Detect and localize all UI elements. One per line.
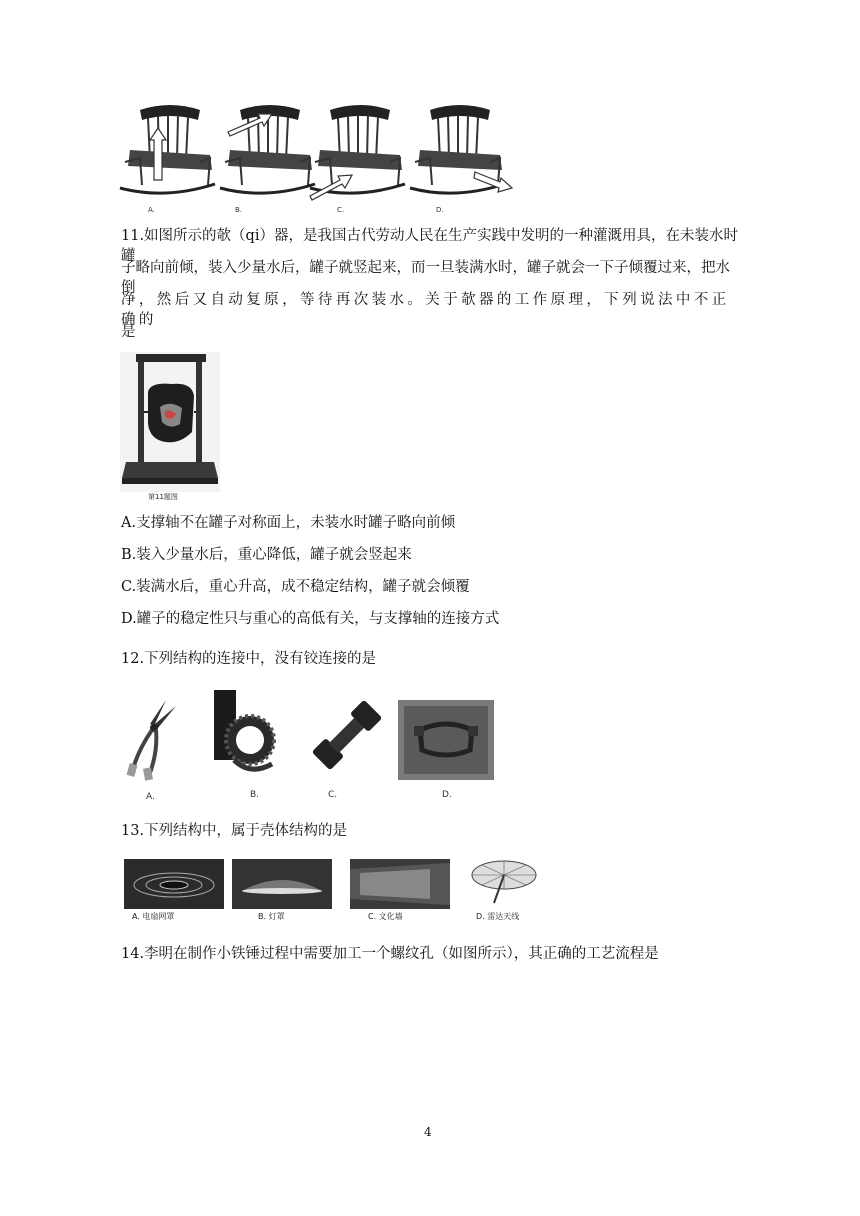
q13-lampshade-image bbox=[232, 859, 332, 909]
q13-caption-d: D. 雷达天线 bbox=[476, 912, 520, 921]
qi-vessel-image bbox=[120, 352, 220, 492]
q13-culture-wall-image bbox=[350, 859, 450, 909]
q11-figure-caption: 第11题图 bbox=[148, 493, 178, 501]
q13-caption-c: C. 文化墙 bbox=[368, 912, 403, 921]
chair-label-a: A. bbox=[148, 206, 155, 214]
q11-line-2: 子略向前倾，装入少量水后，罐子就竖起来，而一旦装满水时，罐子就会一下子倾覆过来，把水倒 bbox=[121, 260, 730, 296]
q13-caption-a: A. 电扇网罩 bbox=[132, 912, 175, 921]
q12-pliers-image bbox=[124, 694, 184, 784]
q12-label-b: B. bbox=[250, 790, 260, 800]
q12-handle-image bbox=[398, 700, 494, 780]
question-13-text: 13.下列结构中，属于壳体结构的是 bbox=[121, 823, 348, 839]
arrow-c-icon bbox=[310, 175, 352, 200]
question-12-text: 12.下列结构的连接中，没有铰连接的是 bbox=[121, 651, 377, 667]
q12-dumbbell-image bbox=[302, 690, 392, 780]
q13-caption-b: B. 灯罩 bbox=[258, 912, 285, 921]
q11-line-4: 是 bbox=[121, 324, 136, 340]
q13-radar-antenna-image bbox=[464, 857, 544, 907]
q11-option-c: C.装满水后，重心升高，成不稳定结构，罐子就会倾覆 bbox=[121, 579, 470, 595]
q11-line-1: 11.如图所示的欹（qi）器，是我国古代劳动人民在生产实践中发明的一种灌溉用具，在未装水时罐 bbox=[121, 228, 738, 264]
question-14-text: 14.李明在制作小铁锤过程中需要加工一个螺纹孔（如图所示），其正确的工艺流程是 bbox=[121, 946, 659, 962]
q12-label-c: C. bbox=[328, 790, 338, 800]
qi-vessel-jar bbox=[148, 384, 194, 443]
q13-fan-guard-image bbox=[124, 859, 224, 909]
arrow-a-icon bbox=[150, 128, 166, 180]
q11-line-3: 净，然后又自动复原，等待再次装水。关于欹器的工作原理，下列说法中不正确的 bbox=[121, 292, 730, 328]
q11-option-b: B.装入少量水后，重心降低，罐子就会竖起来 bbox=[121, 547, 412, 563]
q11-option-d: D.罐子的稳定性只与重心的高低有关，与支撑轴的连接方式 bbox=[121, 611, 500, 627]
chair-label-d: D. bbox=[436, 206, 444, 214]
question-11-text bbox=[121, 226, 741, 342]
chair-label-c: C. bbox=[337, 206, 345, 214]
arrow-d-icon bbox=[474, 172, 512, 192]
q12-label-a: A. bbox=[146, 792, 155, 802]
q12-ratchet-image bbox=[214, 690, 284, 780]
page-number: 4 bbox=[424, 1125, 432, 1139]
force-arrows bbox=[120, 100, 540, 220]
q11-option-a: A.支撑轴不在罐子对称面上，未装水时罐子略向前倾 bbox=[121, 515, 456, 531]
arrow-b-icon bbox=[228, 114, 272, 136]
chair-label-b: B. bbox=[235, 206, 243, 214]
q12-label-d: D. bbox=[442, 790, 452, 800]
